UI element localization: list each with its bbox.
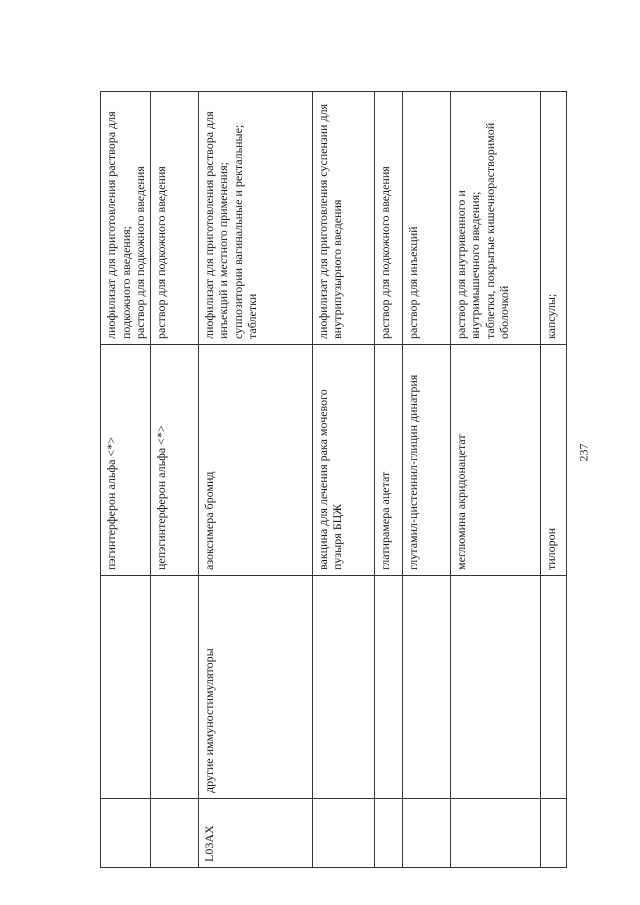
rotated-page-content <box>100 92 565 868</box>
dosage-form-cell <box>312 92 374 345</box>
dosage-form-line: капсулы; <box>543 293 558 339</box>
dosage-form-line: таблетки <box>245 293 259 339</box>
table-row <box>402 92 450 868</box>
dosage-form-line: суппозитории вагинальные и ректальные; <box>230 124 245 339</box>
dosage-form-cell <box>374 92 402 345</box>
group-cell <box>374 576 402 799</box>
group-cell <box>402 576 450 799</box>
group-cell <box>312 576 374 799</box>
atc-code-cell <box>374 799 402 868</box>
table-row <box>540 92 566 868</box>
dosage-form-line: таблетки, покрытые кишечнорастворимой оболочкой <box>482 122 511 339</box>
table-row <box>101 92 151 868</box>
group-cell <box>150 576 198 799</box>
dosage-form-line: раствор для подкожного введения <box>377 166 392 339</box>
table-row <box>450 92 540 868</box>
dosage-form-cell <box>198 92 312 345</box>
dosage-form-line: лиофилизат для приготовления раствора для инъекций и местного применения; <box>201 111 230 339</box>
group-cell <box>450 576 540 799</box>
group-cell <box>540 576 566 799</box>
drug-name-cell: азоксимера бромид <box>198 345 312 576</box>
atc-code-cell <box>101 799 151 868</box>
drug-name-cell: цепэгинтерферон альфа <*> <box>150 345 198 576</box>
drug-name-cell: меглюмина акридонацетат <box>450 345 540 576</box>
group-cell <box>101 576 151 799</box>
drug-name-cell: глутамил-цистеинил-глицин динатрия <box>402 345 450 576</box>
atc-code-cell <box>540 799 566 868</box>
dosage-form-line: раствор для подкожного введения <box>153 166 168 339</box>
page-number: 237 <box>576 443 591 462</box>
dosage-form-cell <box>101 92 151 345</box>
atc-code-cell <box>150 799 198 868</box>
drug-name-cell: глатирамера ацетат <box>374 345 402 576</box>
atc-code-cell <box>312 799 374 868</box>
table-row <box>374 92 402 868</box>
drug-name-cell: вакцина для лечения рака мочевого пузыря БЦЖ <box>312 345 374 576</box>
drug-name-cell: пэгинтерферон альфа <*> <box>101 345 151 576</box>
table-row <box>312 92 374 868</box>
dosage-form-line: раствор для инъекций <box>405 226 420 339</box>
dosage-form-cell <box>150 92 198 345</box>
dosage-form-line: раствор для внутривенного и внутримышечного введения; <box>453 190 482 339</box>
atc-code-cell <box>450 799 540 868</box>
dosage-form-line: раствор для подкожного введения <box>133 166 147 339</box>
atc-code-cell <box>402 799 450 868</box>
drug-table <box>100 91 567 868</box>
dosage-form-cell <box>402 92 450 345</box>
table-row <box>198 92 312 868</box>
dosage-form-line: лиофилизат для приготовления раствора для подкожного введения; <box>104 111 133 339</box>
atc-code-cell: L03AX <box>198 799 312 868</box>
dosage-form-cell <box>450 92 540 345</box>
dosage-form-cell <box>540 92 566 345</box>
dosage-form-line: лиофилизат для приготовления суспензии для внутрипузырного введения <box>315 103 344 339</box>
table-row <box>150 92 198 868</box>
drug-name-cell: тилорон <box>540 345 566 576</box>
group-cell: другие иммуностимуляторы <box>198 576 312 799</box>
